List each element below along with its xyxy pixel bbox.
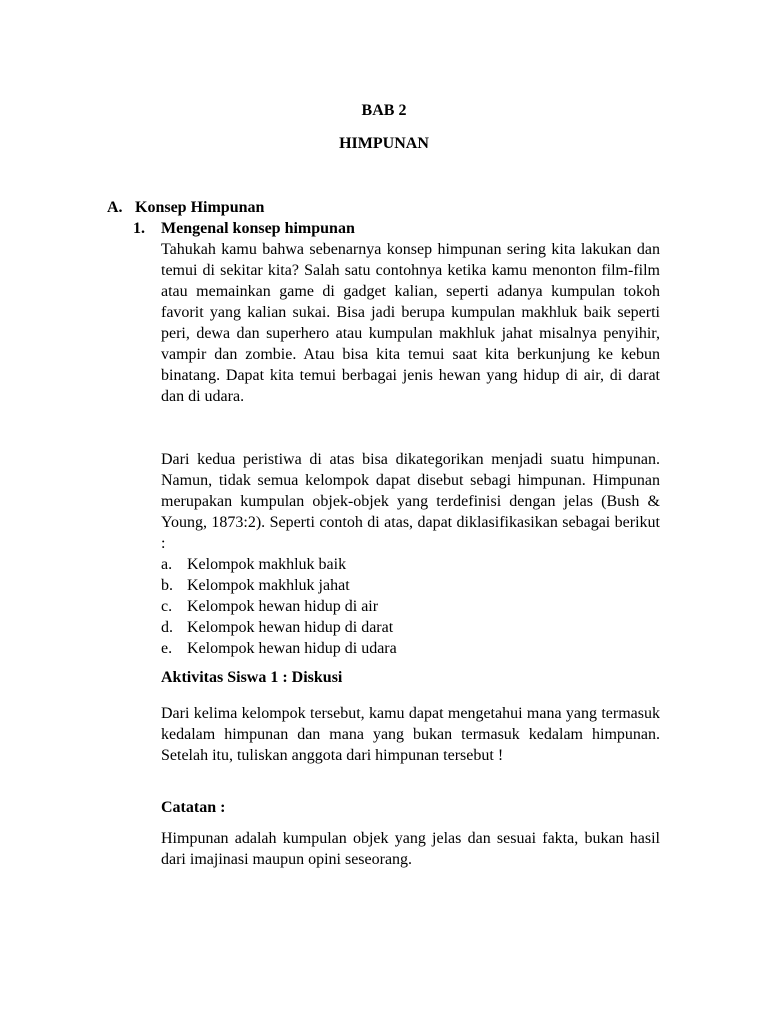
list-item-text: Kelompok makhluk jahat <box>187 577 350 594</box>
section-marker: A. <box>107 199 123 216</box>
list-item <box>161 638 660 659</box>
list-marker: e. <box>161 640 173 657</box>
subsection-label: Mengenal konsep himpunan <box>161 220 355 237</box>
definition-paragraph: Dari kedua peristiwa di atas bisa dikategorikan menjadi suatu himpunan. Namun, tidak semua kelompok dapat disebut sebagi himpunan. Himpunan merupakan kumpulan objek-objek yang terdefinisi dengan jelas (Bush & Young, 1873:2). Seperti contoh di atas, dapat diklasifikasikan sebagai berikut : <box>161 451 660 552</box>
list-item-text: Kelompok makhluk baik <box>187 556 347 573</box>
list-marker: c. <box>161 598 173 615</box>
chapter-number: BAB 2 <box>361 102 407 119</box>
list-item <box>161 617 660 638</box>
note-heading: Catatan : <box>161 799 226 816</box>
classification-list <box>161 554 660 659</box>
list-item-text: Kelompok hewan hidup di darat <box>187 619 394 636</box>
section-heading <box>107 198 264 218</box>
list-item-text: Kelompok hewan hidup di udara <box>187 640 397 657</box>
intro-paragraph: Tahukah kamu bahwa sebenarnya konsep himpunan sering kita lakukan dan temui di sekitar kita? Salah satu contohnya ketika kamu menonton film-film atau memainkan game di gadget kalian, seperti adanya kumpulan tokoh favorit yang kalian sukai. Bisa jadi berupa kumpulan makhluk baik seperti peri, dewa dan superhero atau kumpulan makhluk jahat misalnya penyihir, vampir dan zombie. Atau bisa kita temui saat kita berkunjung ke kebun binatang. Dapat kita temui berbagai jenis hewan yang hidup di air, di darat dan di udara. <box>161 241 660 405</box>
list-marker: b. <box>161 577 173 594</box>
list-marker: a. <box>161 556 173 573</box>
list-item <box>161 554 660 575</box>
note-paragraph: Himpunan adalah kumpulan objek yang jelas dan sesuai fakta, bukan hasil dari imajinasi maupun opini seseorang. <box>161 830 660 868</box>
list-marker: d. <box>161 619 173 636</box>
section-label: Konsep Himpunan <box>135 199 265 216</box>
activity-heading: Aktivitas Siswa 1 : Diskusi <box>161 669 343 686</box>
list-item <box>161 575 660 596</box>
activity-paragraph: Dari kelima kelompok tersebut, kamu dapat mengetahui mana yang termasuk kedalam himpunan dan mana yang bukan termasuk kedalam himpunan. Setelah itu, tuliskan anggota dari himpunan tersebut ! <box>161 705 660 764</box>
subsection-heading <box>133 219 355 239</box>
chapter-title: HIMPUNAN <box>339 135 429 152</box>
list-item-text: Kelompok hewan hidup di air <box>187 598 379 615</box>
subsection-marker: 1. <box>133 220 145 237</box>
list-item <box>161 596 660 617</box>
